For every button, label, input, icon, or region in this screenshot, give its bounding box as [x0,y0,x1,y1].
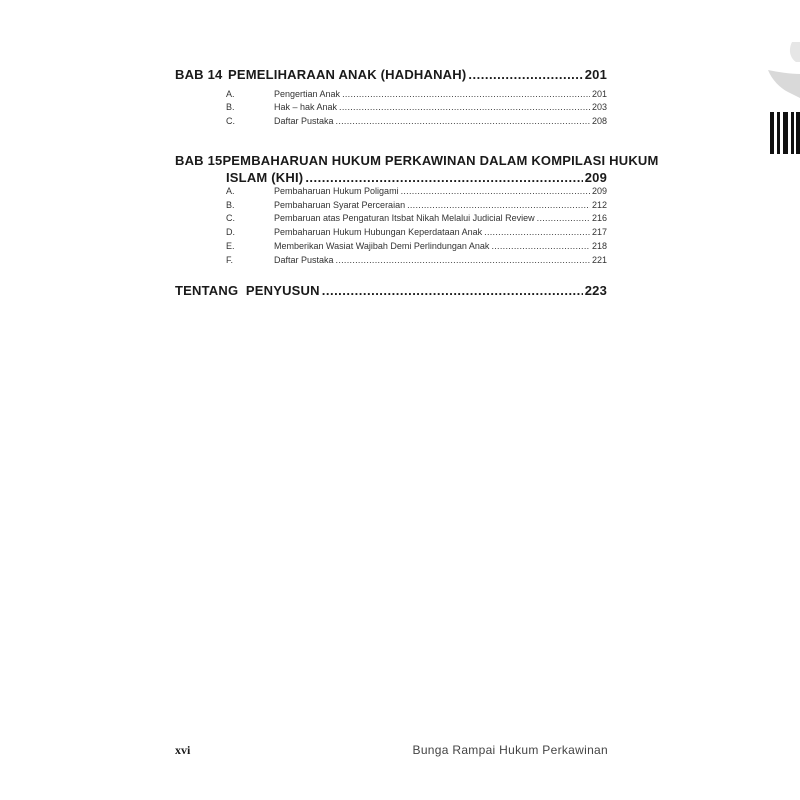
item-page: 203 [591,102,607,112]
page-edge-decoration [762,40,800,110]
item-letter: A. [226,186,235,196]
item-letter: F. [226,255,234,265]
item-title: Pembaharuan Hukum Poligami [274,186,399,196]
item-page: 218 [591,241,607,251]
chapter-page: 209 [584,170,607,185]
toc-item-14c[interactable] [226,116,607,126]
barcode-mark [768,112,800,154]
toc-item-14a[interactable] [226,89,607,99]
item-title: Pembaharuan Syarat Perceraian [274,200,406,210]
chapter-title-line1: PEMBAHARUAN HUKUM PERKAWINAN DALAM KOMPILASI HUKUM [222,153,659,168]
leader-dots [484,227,590,237]
toc-tentang-penyusun[interactable] [175,283,607,298]
item-page: 209 [591,186,607,196]
toc-item-15d[interactable] [226,227,607,237]
item-letter: C. [226,213,235,223]
chapter-number: BAB 15 [175,153,223,168]
item-title: Daftar Pustaka [274,255,334,265]
item-title: Memberikan Wasiat Wajibah Demi Perlindungan Anak [274,241,490,251]
item-page: 217 [591,227,607,237]
leader-dots [339,102,590,112]
toc-chapter-15[interactable] [175,153,659,168]
item-title: Pembaruan atas Pengaturan Itsbat Nikah Melalui Judicial Review [274,213,535,223]
chapter-number: BAB 14 [175,67,223,82]
page-number: xvi [175,743,191,757]
toc-item-15e[interactable] [226,241,607,251]
item-title: Pembaharuan Hukum Hubungan Keperdataan Anak [274,227,483,237]
item-title: Hak – hak Anak [274,102,338,112]
running-footer-title: Bunga Rampai Hukum Perkawinan [412,743,608,757]
leader-dots [305,170,582,185]
toc-chapter-15-cont[interactable] [226,170,607,185]
leader-dots [322,283,583,298]
item-letter: B. [226,102,235,112]
toc-item-15b[interactable] [226,200,607,210]
chapter-title-line2: ISLAM (KHI) [226,170,304,185]
item-page: 201 [591,89,607,99]
item-title: Pengertian Anak [274,89,341,99]
leader-dots [468,67,582,82]
toc-item-15f[interactable] [226,255,607,265]
item-page: 216 [591,213,607,223]
section-page: 223 [584,283,607,298]
leader-dots [342,89,590,99]
item-letter: C. [226,116,235,126]
item-page: 221 [591,255,607,265]
item-letter: A. [226,89,235,99]
leader-dots [336,116,590,126]
leader-dots [336,255,590,265]
toc-item-15a[interactable] [226,186,607,196]
leader-dots [537,213,590,223]
section-title: TENTANG PENYUSUN [175,283,320,298]
chapter-page: 201 [584,67,607,82]
item-title: Daftar Pustaka [274,116,334,126]
item-letter: E. [226,241,235,251]
item-letter: B. [226,200,235,210]
chapter-title: PEMELIHARAAN ANAK (HADHANAH) [228,67,467,82]
item-page: 212 [591,200,607,210]
leader-dots [401,186,590,196]
toc-chapter-14[interactable] [175,67,607,82]
toc-item-14b[interactable] [226,102,607,112]
item-page: 208 [591,116,607,126]
item-letter: D. [226,227,235,237]
leader-dots [491,241,590,251]
toc-item-15c[interactable] [226,213,607,223]
leader-dots [407,200,590,210]
